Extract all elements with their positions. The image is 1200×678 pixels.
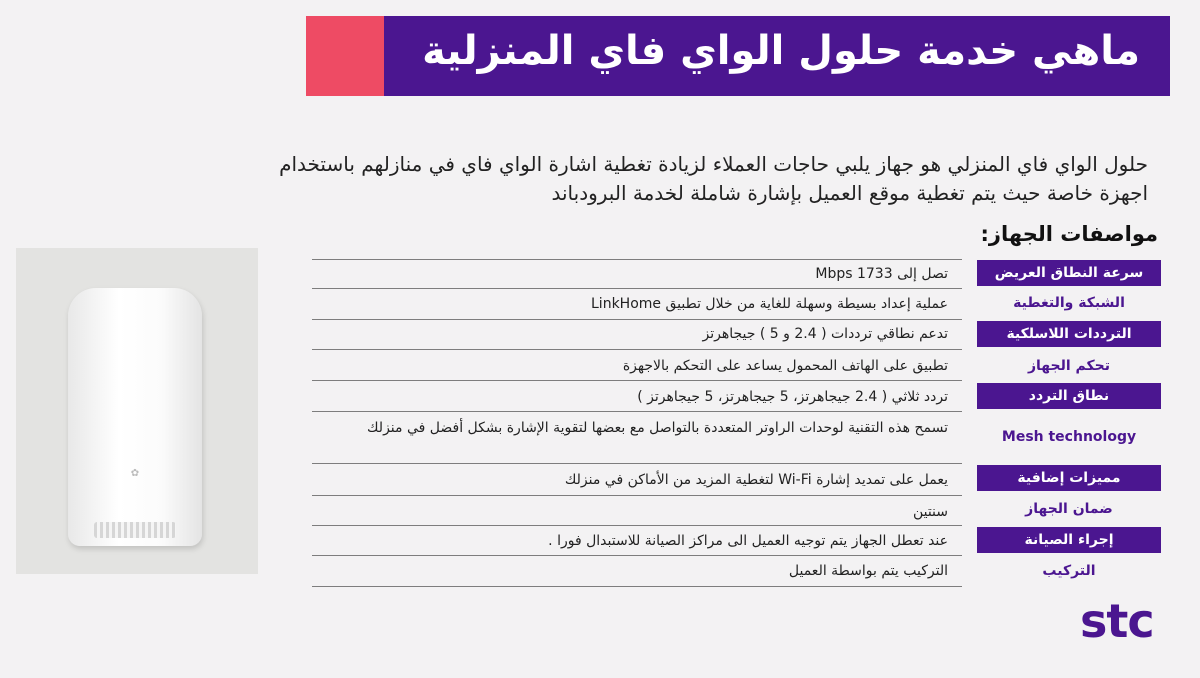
spec-label: نطاق التردد bbox=[977, 383, 1161, 409]
spec-divider bbox=[312, 495, 962, 496]
intro-paragraph: حلول الواي فاي المنزلي هو جهاز يلبي حاجات العملاء لزيادة تغطية اشارة الواي فاي في منازلهم باستخدام اجهزة خاصة حيث يتم تغطية موقع العميل بإشارة شاملة لخدمة البرودباند bbox=[279, 152, 1148, 205]
spec-divider bbox=[312, 555, 962, 556]
spec-label: الشبكة والتغطية bbox=[1013, 295, 1125, 311]
spec-value: تردد ثلاثي ( 2.4 جيجاهرتز، 5 جيجاهرتز، 5 جيجاهرتز ) bbox=[637, 389, 948, 405]
title-banner bbox=[306, 16, 1170, 96]
spec-value: عملية إعداد بسيطة وسهلة للغاية من خلال تطبيق LinkHome bbox=[591, 296, 948, 312]
spec-value: تدعم نطاقي ترددات ( 2.4 و 5 ) جيجاهرتز bbox=[702, 326, 948, 342]
page-title: ماهي خدمة حلول الواي فاي المنزلية bbox=[422, 28, 1140, 74]
spec-divider bbox=[312, 586, 962, 587]
spec-divider bbox=[312, 319, 962, 320]
title-accent-bar bbox=[306, 16, 384, 96]
specs-heading: مواصفات الجهاز: bbox=[980, 222, 1158, 246]
spec-label: مميزات إضافية bbox=[977, 465, 1161, 491]
spec-label: التركيب bbox=[1042, 563, 1096, 579]
router-vents bbox=[94, 522, 176, 538]
spec-label: إجراء الصيانة bbox=[977, 527, 1161, 553]
router-image bbox=[16, 248, 258, 574]
spec-label: الترددات اللاسلكية bbox=[977, 321, 1161, 347]
spec-divider bbox=[312, 525, 962, 526]
router-body bbox=[68, 288, 202, 546]
spec-divider bbox=[312, 463, 962, 464]
spec-label: تحكم الجهاز bbox=[1027, 358, 1111, 374]
spec-value: تطبيق على الهاتف المحمول يساعد على التحكم بالاجهزة bbox=[622, 358, 948, 374]
spec-value: يعمل على تمديد إشارة Wi-Fi لتغطية المزيد من الأماكن في منزلك bbox=[564, 472, 948, 488]
spec-value: تصل إلى 1733 Mbps bbox=[815, 266, 948, 282]
spec-divider bbox=[312, 380, 962, 381]
spec-divider bbox=[312, 411, 962, 412]
stc-logo: stc bbox=[1080, 594, 1154, 648]
spec-label: Mesh technology bbox=[1001, 429, 1137, 445]
brand-logo-icon: ✿ bbox=[130, 468, 140, 479]
spec-divider bbox=[312, 288, 962, 289]
spec-value: سنتين bbox=[912, 504, 948, 520]
spec-divider bbox=[312, 259, 962, 260]
spec-value: التركيب يتم بواسطة العميل bbox=[788, 563, 948, 579]
spec-value: عند تعطل الجهاز يتم توجيه العميل الى مراكز الصيانة للاستبدال فورا . bbox=[548, 533, 948, 549]
spec-label: سرعة النطاق العريض bbox=[977, 260, 1161, 286]
spec-label: ضمان الجهاز bbox=[1025, 501, 1113, 517]
spec-divider bbox=[312, 349, 962, 350]
spec-value: تسمح هذه التقنية لوحدات الراوتر المتعددة بالتواصل مع بعضها لتقوية الإشارة بشكل أفضل في منزلك bbox=[367, 420, 948, 436]
